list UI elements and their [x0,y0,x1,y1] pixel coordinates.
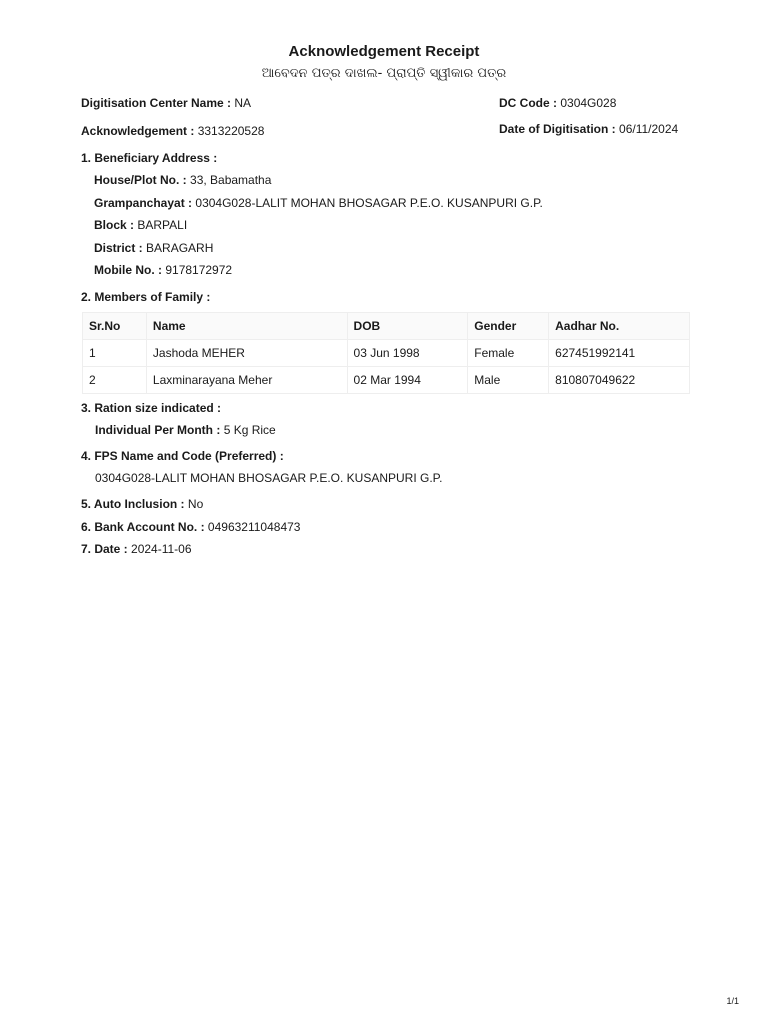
auto-inclusion-value: No [187,497,204,511]
mobile-value: 9178172972 [165,263,233,277]
digitisation-date-label: Date of Digitisation : [499,122,616,136]
district-line [94,241,213,255]
center-name-line [81,96,251,110]
table-cell: 03 Jun 1998 [347,340,468,367]
block-value: BARPALI [137,218,188,232]
page-number: 1/1 [726,996,739,1006]
table-header-row [83,313,690,340]
center-name-value: NA [234,96,252,110]
acknowledgement-line [81,124,264,138]
date-value: 2024-11-06 [131,542,192,556]
bank-account-value: 04963211048473 [207,520,301,534]
house-line [94,173,271,187]
date-line [81,542,192,556]
center-name-label: Digitisation Center Name : [81,96,232,110]
table-cell: 810807049622 [549,367,690,394]
table-row [83,367,690,394]
digitisation-date-line [499,122,678,136]
acknowledgement-label: Acknowledgement : [81,124,195,138]
grampanchayat-line [94,196,543,210]
grampanchayat-label: Grampanchayat : [94,196,193,210]
column-header: Aadhar No. [549,313,690,340]
page-subtitle: ଆବେଦନ ପତ୍ର ଦାଖଲ- ପ୍ରାପ୍ତି ସ୍ୱୀକାର ପତ୍ର [261,66,507,81]
ration-label: Individual Per Month : [95,423,221,437]
fps-heading [81,449,284,463]
table-cell: Laxminarayana Meher [146,367,347,394]
auto-inclusion-label: 5. Auto Inclusion : [81,497,185,511]
column-header: DOB [347,313,468,340]
dc-code-line [499,96,616,110]
bank-account-line [81,520,300,534]
page-title: Acknowledgement Receipt [288,43,480,60]
family-members-table [82,312,690,394]
table-cell: 1 [83,340,147,367]
ration-value: 5 Kg Rice [223,423,276,437]
address-heading-text: 1. Beneficiary Address : [81,151,218,165]
block-label: Block : [94,218,135,232]
ration-heading-text: 3. Ration size indicated : [81,401,222,415]
ration-line [95,423,276,437]
mobile-label: Mobile No. : [94,263,162,277]
family-heading-text: 2. Members of Family : [81,290,211,304]
fps-value: 0304G028-LALIT MOHAN BHOSAGAR P.E.O. KUSANPURI G.P. [95,471,443,485]
column-header: Sr.No [83,313,147,340]
house-value: 33, Babamatha [190,173,272,187]
district-label: District : [94,241,143,255]
date-label: 7. Date : [81,542,128,556]
table-cell: Jashoda MEHER [146,340,347,367]
grampanchayat-value: 0304G028-LALIT MOHAN BHOSAGAR P.E.O. KUSANPURI G.P. [195,196,543,210]
table-cell: 2 [83,367,147,394]
table-cell: Male [468,367,549,394]
family-heading [81,290,210,304]
digitisation-date-value: 06/11/2024 [619,122,679,136]
district-value: BARAGARH [146,241,214,255]
auto-inclusion-line [81,497,203,511]
block-line [94,218,187,232]
address-heading [81,151,217,165]
acknowledgement-value: 3313220528 [197,124,265,138]
table-row [83,340,690,367]
dc-code-value: 0304G028 [560,96,617,110]
fps-heading-text: 4. FPS Name and Code (Preferred) : [81,449,284,463]
table-cell: 02 Mar 1994 [347,367,468,394]
column-header: Name [146,313,347,340]
bank-account-label: 6. Bank Account No. : [81,520,205,534]
dc-code-label: DC Code : [499,96,557,110]
column-header: Gender [468,313,549,340]
mobile-line [94,263,232,277]
table-cell: 627451992141 [549,340,690,367]
ration-heading [81,401,221,415]
house-label: House/Plot No. : [94,173,187,187]
table-cell: Female [468,340,549,367]
